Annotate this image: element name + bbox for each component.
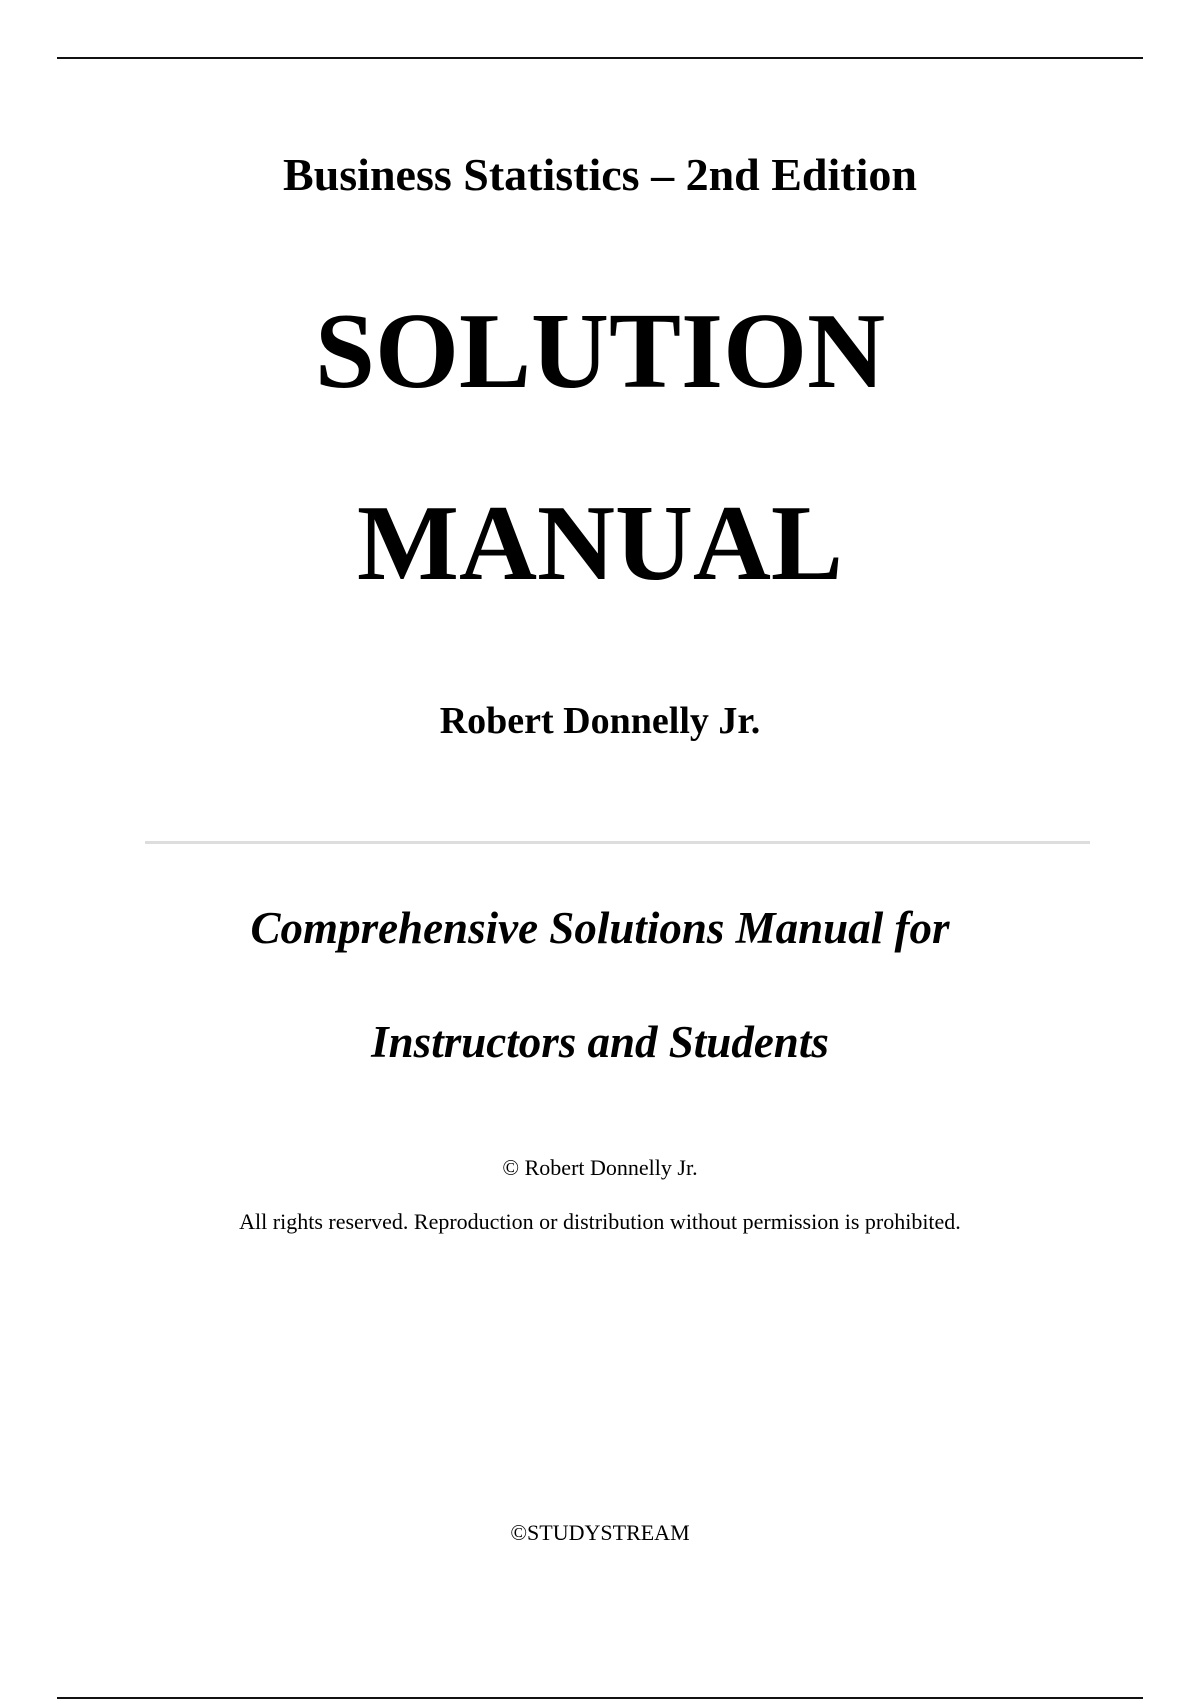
- main-title-line-1: SOLUTION: [314, 292, 886, 411]
- author-name: Robert Donnelly Jr.: [439, 700, 761, 742]
- bottom-rule: [57, 1697, 1143, 1699]
- main-title-line-2: MANUAL: [357, 484, 843, 603]
- book-title: Business Statistics – 2nd Edition: [283, 149, 917, 200]
- top-rule: [57, 57, 1143, 59]
- section-divider: [145, 841, 1090, 844]
- footer-mark: ©STUDYSTREAM: [510, 1520, 690, 1545]
- tagline-line-1: Comprehensive Solutions Manual for: [250, 903, 950, 953]
- copyright-notice: © Robert Donnelly Jr.: [502, 1155, 698, 1180]
- rights-notice: All rights reserved. Reproduction or distribution without permission is prohibited.: [239, 1209, 961, 1234]
- tagline-line-2: Instructors and Students: [371, 1017, 829, 1067]
